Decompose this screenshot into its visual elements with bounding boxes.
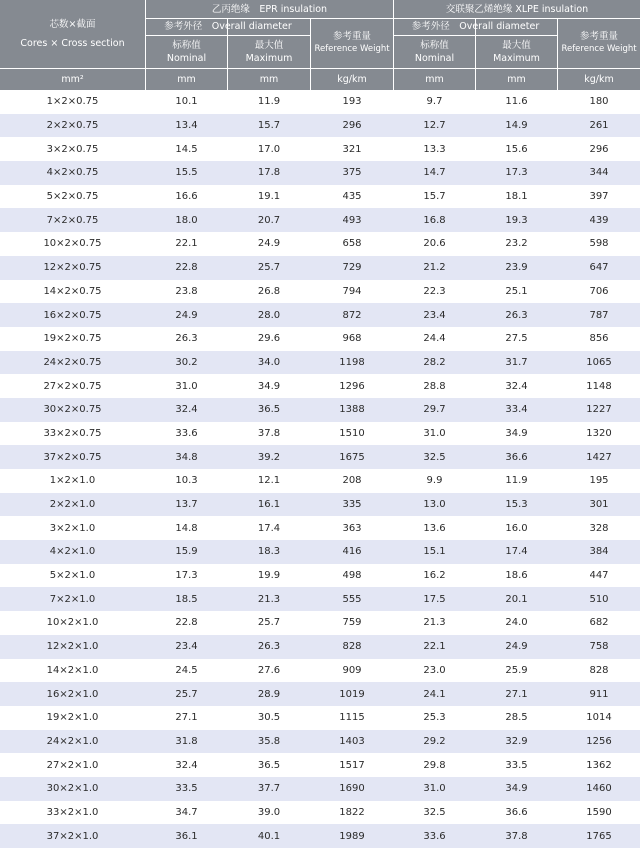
cell-epr-weight: 493 — [342, 214, 362, 226]
cell-epr-weight: 658 — [342, 238, 362, 250]
cell-epr-nominal: 32.4 — [175, 759, 198, 771]
cell-xlpe-nominal: 28.8 — [423, 380, 446, 392]
cell-epr-nominal: 25.7 — [175, 688, 198, 700]
table-row — [0, 445, 640, 469]
table-row — [0, 659, 640, 683]
cell-xlpe-weight: 787 — [589, 309, 609, 321]
cell-xlpe-maximum: 19.3 — [505, 214, 528, 226]
cell-xlpe-nominal: 15.7 — [423, 191, 446, 203]
cell-xlpe-maximum: 23.2 — [505, 238, 528, 250]
epr-maximum-header: 最大值 Maximum — [245, 40, 293, 64]
cell-xlpe-maximum: 23.9 — [505, 262, 528, 274]
cell-epr-weight: 1388 — [339, 404, 365, 416]
cell-epr-nominal: 24.9 — [175, 309, 198, 321]
cell-xlpe-weight: 1765 — [586, 830, 612, 842]
cell-epr-weight: 968 — [342, 333, 362, 345]
cell-epr-weight: 1403 — [339, 735, 365, 747]
cell-xlpe-weight: 439 — [589, 214, 609, 226]
xlpe-insulation-header: 交联聚乙烯绝缘 XLPE insulation — [445, 3, 589, 15]
cell-epr-nominal: 17.3 — [175, 570, 198, 582]
cell-epr-weight: 828 — [342, 641, 362, 653]
cell-xlpe-maximum: 34.9 — [505, 427, 528, 439]
cell-xlpe-maximum: 25.9 — [505, 664, 528, 676]
cell-epr-weight: 498 — [342, 570, 362, 582]
cell-xlpe-maximum: 24.0 — [505, 617, 528, 629]
table-row — [0, 682, 640, 706]
cell-epr-weight: 208 — [342, 475, 362, 487]
table-row — [0, 824, 640, 848]
cell-xlpe-nominal: 14.7 — [423, 167, 446, 179]
cell-epr-weight: 435 — [342, 191, 362, 203]
cell-xlpe-nominal: 29.2 — [423, 735, 446, 747]
unit-label: kg/km — [584, 74, 614, 85]
cell-epr-nominal: 18.5 — [175, 593, 198, 605]
cell-epr-weight: 1822 — [339, 806, 365, 818]
cell-cores-cross-section: 33×2×0.75 — [43, 427, 102, 439]
cell-xlpe-nominal: 29.7 — [423, 404, 446, 416]
cell-xlpe-weight: 344 — [589, 167, 609, 179]
cell-xlpe-maximum: 18.6 — [505, 570, 528, 582]
cell-cores-cross-section: 24×2×1.0 — [46, 735, 99, 747]
xlpe-maximum-header: 最大值 Maximum — [493, 40, 540, 64]
cell-epr-maximum: 16.1 — [257, 499, 281, 511]
cell-epr-nominal: 22.1 — [175, 238, 198, 250]
cell-epr-nominal: 26.3 — [175, 333, 198, 345]
cell-xlpe-maximum: 32.4 — [505, 380, 528, 392]
cell-cores-cross-section: 10×2×0.75 — [43, 238, 102, 250]
table-row — [0, 90, 640, 114]
cell-xlpe-weight: 1460 — [586, 783, 612, 795]
cell-xlpe-weight: 384 — [589, 546, 609, 558]
table-header — [0, 0, 640, 90]
cell-xlpe-nominal: 15.1 — [423, 546, 446, 558]
table-row — [0, 114, 640, 138]
cell-epr-maximum: 18.3 — [257, 546, 281, 558]
cell-epr-nominal: 33.6 — [175, 427, 198, 439]
cell-cores-cross-section: 37×2×0.75 — [43, 451, 102, 463]
cell-xlpe-weight: 328 — [589, 522, 609, 534]
cell-xlpe-maximum: 36.6 — [505, 451, 528, 463]
cell-xlpe-weight: 301 — [589, 499, 609, 511]
cell-epr-maximum: 39.0 — [257, 806, 281, 818]
unit-label: mm — [425, 74, 444, 85]
table-row — [0, 493, 640, 517]
cell-xlpe-nominal: 29.8 — [423, 759, 446, 771]
cell-xlpe-maximum: 11.6 — [505, 96, 528, 108]
cell-epr-maximum: 25.7 — [257, 617, 281, 629]
epr-insulation-header: 乙丙绝缘 EPR insulation — [211, 3, 328, 15]
cell-epr-nominal: 15.9 — [175, 546, 198, 558]
table-row — [0, 801, 640, 825]
table-row — [0, 730, 640, 754]
cell-xlpe-maximum: 34.9 — [505, 783, 528, 795]
cell-xlpe-maximum: 16.0 — [505, 522, 528, 534]
cell-xlpe-nominal: 12.7 — [423, 120, 446, 132]
unit-label: kg/km — [337, 74, 367, 85]
cell-cores-cross-section: 19×2×1.0 — [46, 712, 99, 724]
cell-epr-nominal: 22.8 — [175, 617, 198, 629]
cell-xlpe-weight: 598 — [589, 238, 609, 250]
cell-epr-maximum: 28.0 — [257, 309, 281, 321]
epr-overall-diameter-header: 参考外径 Overall diameter — [164, 21, 292, 32]
cell-epr-nominal: 31.8 — [175, 735, 198, 747]
cores-header-en: Cores × Cross section — [20, 38, 125, 49]
cell-xlpe-maximum: 11.9 — [505, 475, 528, 487]
cores-header — [0, 10, 145, 58]
cell-epr-nominal: 18.0 — [175, 214, 198, 226]
table-row — [0, 161, 640, 185]
cell-cores-cross-section: 4×2×0.75 — [46, 167, 99, 179]
cell-epr-weight: 1517 — [339, 759, 365, 771]
unit-label: mm² — [61, 74, 84, 85]
table-body — [0, 90, 640, 848]
cell-cores-cross-section: 19×2×0.75 — [43, 333, 102, 345]
cell-xlpe-nominal: 33.6 — [423, 830, 446, 842]
cell-epr-nominal: 32.4 — [175, 404, 198, 416]
cell-xlpe-nominal: 17.5 — [423, 593, 446, 605]
cell-epr-maximum: 30.5 — [257, 712, 281, 724]
cell-cores-cross-section: 1×2×1.0 — [49, 475, 96, 487]
cell-epr-nominal: 33.5 — [175, 783, 198, 795]
cell-xlpe-weight: 856 — [589, 333, 609, 345]
cell-epr-weight: 555 — [342, 593, 362, 605]
cell-xlpe-maximum: 28.5 — [505, 712, 528, 724]
cell-xlpe-weight: 195 — [589, 475, 609, 487]
cell-epr-maximum: 26.3 — [257, 641, 281, 653]
cell-xlpe-nominal: 13.6 — [423, 522, 446, 534]
cell-epr-weight: 296 — [342, 120, 362, 132]
cell-xlpe-weight: 1362 — [586, 759, 612, 771]
cell-xlpe-nominal: 23.4 — [423, 309, 446, 321]
cell-epr-nominal: 16.6 — [175, 191, 198, 203]
cell-epr-nominal: 14.8 — [175, 522, 198, 534]
cell-epr-maximum: 36.5 — [257, 759, 281, 771]
cell-xlpe-weight: 1065 — [586, 356, 612, 368]
cell-epr-weight: 729 — [342, 262, 362, 274]
xlpe-overall-diameter-header: 参考外径 Overall diameter — [411, 21, 540, 32]
cell-cores-cross-section: 12×2×1.0 — [46, 641, 99, 653]
cell-epr-weight: 1296 — [339, 380, 365, 392]
cell-xlpe-maximum: 15.6 — [505, 143, 528, 155]
cell-epr-nominal: 13.7 — [175, 499, 198, 511]
cell-cores-cross-section: 5×2×0.75 — [46, 191, 99, 203]
xlpe-weight-header: 参考重量 Reference Weight — [561, 31, 637, 54]
cell-cores-cross-section: 30×2×0.75 — [43, 404, 102, 416]
cell-xlpe-nominal: 23.0 — [423, 664, 446, 676]
cell-cores-cross-section: 37×2×1.0 — [46, 830, 99, 842]
table-row — [0, 777, 640, 801]
cell-xlpe-maximum: 15.3 — [505, 499, 528, 511]
cell-xlpe-weight: 1427 — [586, 451, 612, 463]
table-row — [0, 706, 640, 730]
cell-xlpe-weight: 647 — [589, 262, 609, 274]
table-row — [0, 422, 640, 446]
cell-epr-weight: 759 — [342, 617, 362, 629]
unit-label: mm — [507, 74, 526, 85]
cell-cores-cross-section: 30×2×1.0 — [46, 783, 99, 795]
cell-xlpe-maximum: 26.3 — [505, 309, 528, 321]
table-row — [0, 540, 640, 564]
table-row — [0, 635, 640, 659]
cell-epr-maximum: 34.9 — [257, 380, 281, 392]
cell-xlpe-maximum: 27.1 — [505, 688, 528, 700]
unit-label: mm — [177, 74, 196, 85]
cell-epr-maximum: 27.6 — [257, 664, 281, 676]
cell-epr-maximum: 26.8 — [257, 285, 281, 297]
cell-epr-maximum: 29.6 — [257, 333, 281, 345]
cell-epr-nominal: 13.4 — [175, 120, 198, 132]
cell-epr-maximum: 35.8 — [257, 735, 281, 747]
cell-epr-maximum: 17.0 — [257, 143, 281, 155]
cell-epr-maximum: 28.9 — [257, 688, 281, 700]
cell-xlpe-maximum: 14.9 — [505, 120, 528, 132]
epr-nominal-header: 标称值 Nominal — [166, 40, 207, 64]
table-row — [0, 374, 640, 398]
cell-epr-weight: 321 — [342, 143, 362, 155]
cell-epr-nominal: 15.5 — [175, 167, 198, 179]
cell-xlpe-nominal: 32.5 — [423, 806, 446, 818]
table-row — [0, 137, 640, 161]
cell-epr-nominal: 24.5 — [175, 664, 198, 676]
cell-epr-maximum: 36.5 — [257, 404, 281, 416]
cell-epr-maximum: 39.2 — [257, 451, 281, 463]
cell-epr-nominal: 23.4 — [175, 641, 198, 653]
cell-epr-maximum: 40.1 — [257, 830, 281, 842]
cell-epr-maximum: 19.1 — [257, 191, 281, 203]
cell-epr-maximum: 37.7 — [257, 783, 281, 795]
cell-cores-cross-section: 3×2×0.75 — [46, 143, 99, 155]
cell-xlpe-weight: 1590 — [586, 806, 612, 818]
table-row — [0, 564, 640, 588]
cell-cores-cross-section: 24×2×0.75 — [43, 356, 102, 368]
table-row — [0, 256, 640, 280]
cell-xlpe-weight: 397 — [589, 191, 609, 203]
cell-epr-weight: 909 — [342, 664, 362, 676]
cell-xlpe-nominal: 9.7 — [426, 96, 443, 108]
epr-weight-header: 参考重量 Reference Weight — [314, 31, 390, 54]
cell-epr-maximum: 17.4 — [257, 522, 281, 534]
cell-xlpe-maximum: 33.4 — [505, 404, 528, 416]
cell-epr-weight: 1198 — [339, 356, 365, 368]
cell-cores-cross-section: 3×2×1.0 — [49, 522, 96, 534]
cell-xlpe-weight: 1227 — [586, 404, 612, 416]
cell-epr-weight: 193 — [342, 96, 362, 108]
cell-cores-cross-section: 16×2×1.0 — [46, 688, 99, 700]
cell-xlpe-maximum: 18.1 — [505, 191, 528, 203]
cell-epr-maximum: 37.8 — [257, 427, 281, 439]
cell-cores-cross-section: 12×2×0.75 — [43, 262, 102, 274]
table-row — [0, 587, 640, 611]
cell-xlpe-nominal: 25.3 — [423, 712, 446, 724]
cell-epr-maximum: 11.9 — [257, 96, 281, 108]
cell-cores-cross-section: 1×2×0.75 — [46, 96, 99, 108]
cell-xlpe-nominal: 9.9 — [426, 475, 443, 487]
cell-xlpe-weight: 447 — [589, 570, 609, 582]
cell-xlpe-weight: 1320 — [586, 427, 612, 439]
table-row — [0, 208, 640, 232]
cell-xlpe-nominal: 22.1 — [423, 641, 446, 653]
cell-cores-cross-section: 33×2×1.0 — [46, 806, 99, 818]
table-row — [0, 303, 640, 327]
cell-xlpe-weight: 911 — [589, 688, 609, 700]
table-row — [0, 611, 640, 635]
xlpe-nominal-header: 标称值 Nominal — [414, 40, 455, 64]
cell-cores-cross-section: 27×2×1.0 — [46, 759, 99, 771]
cell-epr-maximum: 15.7 — [257, 120, 281, 132]
cell-xlpe-nominal: 24.1 — [423, 688, 446, 700]
cell-cores-cross-section: 16×2×0.75 — [43, 309, 102, 321]
cell-epr-maximum: 25.7 — [257, 262, 281, 274]
cell-cores-cross-section: 7×2×0.75 — [46, 214, 99, 226]
cell-epr-maximum: 17.8 — [257, 167, 281, 179]
cell-xlpe-weight: 1148 — [586, 380, 612, 392]
cell-epr-nominal: 22.8 — [175, 262, 198, 274]
cell-xlpe-nominal: 13.3 — [423, 143, 446, 155]
cell-epr-weight: 1019 — [339, 688, 365, 700]
cell-xlpe-nominal: 16.2 — [423, 570, 446, 582]
cell-xlpe-nominal: 28.2 — [423, 356, 446, 368]
cell-xlpe-nominal: 21.2 — [423, 262, 446, 274]
cell-xlpe-weight: 828 — [589, 664, 609, 676]
cell-xlpe-maximum: 17.4 — [505, 546, 528, 558]
cell-xlpe-maximum: 37.8 — [505, 830, 528, 842]
cell-cores-cross-section: 4×2×1.0 — [49, 546, 96, 558]
cell-xlpe-weight: 180 — [589, 96, 609, 108]
cell-xlpe-nominal: 31.0 — [423, 783, 446, 795]
cell-xlpe-weight: 1014 — [586, 712, 612, 724]
cores-header-zh: 芯数×截面 — [49, 19, 96, 30]
cell-epr-nominal: 23.8 — [175, 285, 198, 297]
table-row — [0, 185, 640, 209]
cell-epr-weight: 363 — [342, 522, 362, 534]
cell-xlpe-maximum: 36.6 — [505, 806, 528, 818]
cell-epr-nominal: 14.5 — [175, 143, 198, 155]
table-row — [0, 469, 640, 493]
cell-cores-cross-section: 27×2×0.75 — [43, 380, 102, 392]
cell-xlpe-nominal: 16.8 — [423, 214, 446, 226]
cell-xlpe-weight: 706 — [589, 285, 609, 297]
cell-epr-weight: 416 — [342, 546, 362, 558]
table-row — [0, 753, 640, 777]
cell-xlpe-maximum: 31.7 — [505, 356, 528, 368]
cell-epr-weight: 1690 — [339, 783, 365, 795]
cell-xlpe-maximum: 27.5 — [505, 333, 528, 345]
cell-cores-cross-section: 7×2×1.0 — [49, 593, 96, 605]
cell-xlpe-nominal: 32.5 — [423, 451, 446, 463]
cell-epr-weight: 794 — [342, 285, 362, 297]
cell-xlpe-weight: 682 — [589, 617, 609, 629]
cell-epr-nominal: 27.1 — [175, 712, 198, 724]
cell-xlpe-weight: 758 — [589, 641, 609, 653]
table-row — [0, 398, 640, 422]
cell-xlpe-maximum: 24.9 — [505, 641, 528, 653]
cell-cores-cross-section: 2×2×0.75 — [46, 120, 99, 132]
cell-xlpe-maximum: 20.1 — [505, 593, 528, 605]
cell-xlpe-nominal: 24.4 — [423, 333, 446, 345]
cell-epr-weight: 1115 — [339, 712, 365, 724]
cell-xlpe-maximum: 33.5 — [505, 759, 528, 771]
table-row — [0, 280, 640, 304]
cell-epr-nominal: 34.8 — [175, 451, 198, 463]
cell-xlpe-nominal: 22.3 — [423, 285, 446, 297]
cell-xlpe-nominal: 21.3 — [423, 617, 446, 629]
cell-epr-weight: 335 — [342, 499, 362, 511]
table-row — [0, 232, 640, 256]
cell-epr-maximum: 20.7 — [257, 214, 281, 226]
cell-cores-cross-section: 5×2×1.0 — [49, 570, 96, 582]
cell-xlpe-nominal: 20.6 — [423, 238, 446, 250]
cell-xlpe-maximum: 32.9 — [505, 735, 528, 747]
cell-epr-weight: 872 — [342, 309, 362, 321]
cell-epr-nominal: 10.3 — [175, 475, 198, 487]
cell-epr-maximum: 19.9 — [257, 570, 281, 582]
table-row — [0, 351, 640, 375]
cell-xlpe-weight: 261 — [589, 120, 609, 132]
cell-xlpe-maximum: 25.1 — [505, 285, 528, 297]
cell-xlpe-nominal: 13.0 — [423, 499, 446, 511]
cell-epr-nominal: 10.1 — [175, 96, 198, 108]
cell-xlpe-weight: 1256 — [586, 735, 612, 747]
cell-epr-maximum: 24.9 — [257, 238, 281, 250]
cell-epr-weight: 1675 — [339, 451, 365, 463]
cell-xlpe-weight: 296 — [589, 143, 609, 155]
cell-cores-cross-section: 14×2×1.0 — [46, 664, 99, 676]
cell-epr-nominal: 34.7 — [175, 806, 198, 818]
cell-epr-weight: 1989 — [339, 830, 365, 842]
cell-xlpe-weight: 510 — [589, 593, 609, 605]
cell-xlpe-maximum: 17.3 — [505, 167, 528, 179]
unit-label: mm — [259, 74, 279, 85]
cell-epr-nominal: 36.1 — [175, 830, 198, 842]
cell-epr-nominal: 30.2 — [175, 356, 198, 368]
table-row — [0, 516, 640, 540]
cell-epr-maximum: 12.1 — [257, 475, 281, 487]
cell-cores-cross-section: 10×2×1.0 — [46, 617, 99, 629]
cell-cores-cross-section: 14×2×0.75 — [43, 285, 102, 297]
table-row — [0, 327, 640, 351]
cell-epr-maximum: 34.0 — [257, 356, 281, 368]
cell-cores-cross-section: 2×2×1.0 — [49, 499, 96, 511]
cell-epr-weight: 375 — [342, 167, 362, 179]
cell-epr-nominal: 31.0 — [175, 380, 198, 392]
cell-xlpe-nominal: 31.0 — [423, 427, 446, 439]
cell-epr-maximum: 21.3 — [257, 593, 281, 605]
cell-epr-weight: 1510 — [339, 427, 365, 439]
